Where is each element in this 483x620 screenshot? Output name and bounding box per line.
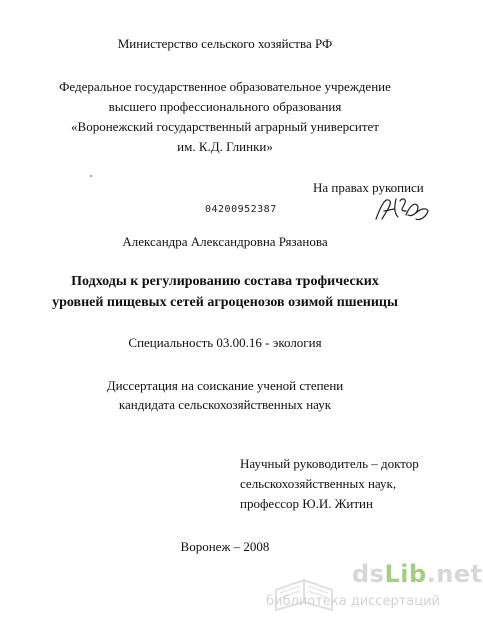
supervisor-line-3: профессор Ю.И. Житин	[240, 496, 373, 511]
logo-lib: Lib	[384, 560, 427, 588]
dslib-watermark	[266, 560, 483, 616]
institution-line-4: им. К.Д. Глинки»	[177, 139, 273, 154]
logo-net: .net	[426, 560, 483, 588]
watermark-tagline: библиотека диссертаций	[266, 594, 440, 609]
author-name: Александра Александровна Рязанова	[122, 234, 328, 249]
place-year: Воронеж – 2008	[180, 539, 270, 554]
handwritten-signature	[372, 193, 432, 225]
title-line-2: уровней пищевых сетей агроценозов озимой пшеницы	[52, 295, 398, 310]
institution-line-2: высшего профессионального образования	[108, 99, 342, 114]
degree-line-1: Диссертация на соискание ученой степени	[106, 378, 344, 393]
supervisor-line-2: сельскохозяйственных наук,	[240, 476, 397, 491]
dslib-logo	[352, 560, 483, 588]
ministry-line: Министерство сельского хозяйства РФ	[117, 36, 333, 51]
logo-ds: ds	[352, 560, 385, 588]
title-line-1: Подходы к регулированию состава трофических	[71, 274, 379, 289]
degree-line-2: кандидата сельскохозяйственных наук	[118, 397, 332, 412]
manuscript-rights: На правах рукописи	[313, 180, 424, 195]
library-stamp-number: 04200952387	[205, 204, 277, 215]
institution-line-3: «Воронежский государственный аграрный университет	[71, 119, 379, 134]
specialty-line: Специальность 03.00.16 - экология	[128, 335, 322, 350]
institution-line-1: Федеральное государственное образовательное учреждение	[59, 79, 391, 94]
scan-speck	[90, 175, 92, 177]
supervisor-line-1: Научный руководитель – доктор	[240, 456, 419, 471]
